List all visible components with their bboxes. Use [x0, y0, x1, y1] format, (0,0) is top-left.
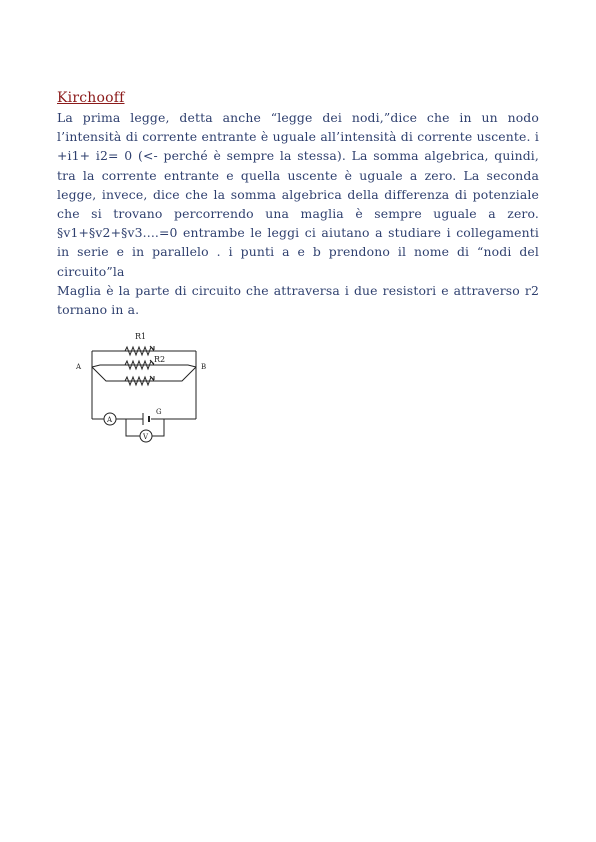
label-r2: R2 [154, 355, 166, 364]
document-body [57, 108, 539, 319]
label-node-b: B [201, 363, 207, 371]
wire-branch-upper [92, 365, 196, 367]
label-generator: G [156, 408, 162, 416]
label-voltmeter: V [143, 433, 149, 441]
paragraph-laws: La prima legge, detta anche “legge dei nodi,”dice che in un nodo l’intensità di corrente entrante è uguale all’intensità di corrente uscente. i +i1+ i2= 0 (<- perché è sempre la stessa). La somma algebrica, quindi, tra la corrente entrante e quella uscente è uguale a zero. La seconda legge, invece, dice che la somma algebrica della differenza di potenziale che si trovano percorrendo una maglia è sempre uguale a zero. §v1+§v2+§v3....=0 entrambe le leggi ci aiutano a studiare i collegamenti in serie e in parallelo . i punti a e b prendono il nome di “nodi del circuito”la [57, 110, 539, 279]
circuit-diagram [70, 325, 220, 450]
paragraph-mesh: Maglia è la parte di circuito che attraversa i due resistori e attraverso r2 tornano in a. [57, 282, 539, 318]
label-node-a: A [76, 363, 82, 371]
label-r1: R1 [135, 332, 147, 341]
document-title: Kirchooff [57, 90, 125, 106]
label-ammeter: A [107, 416, 113, 424]
